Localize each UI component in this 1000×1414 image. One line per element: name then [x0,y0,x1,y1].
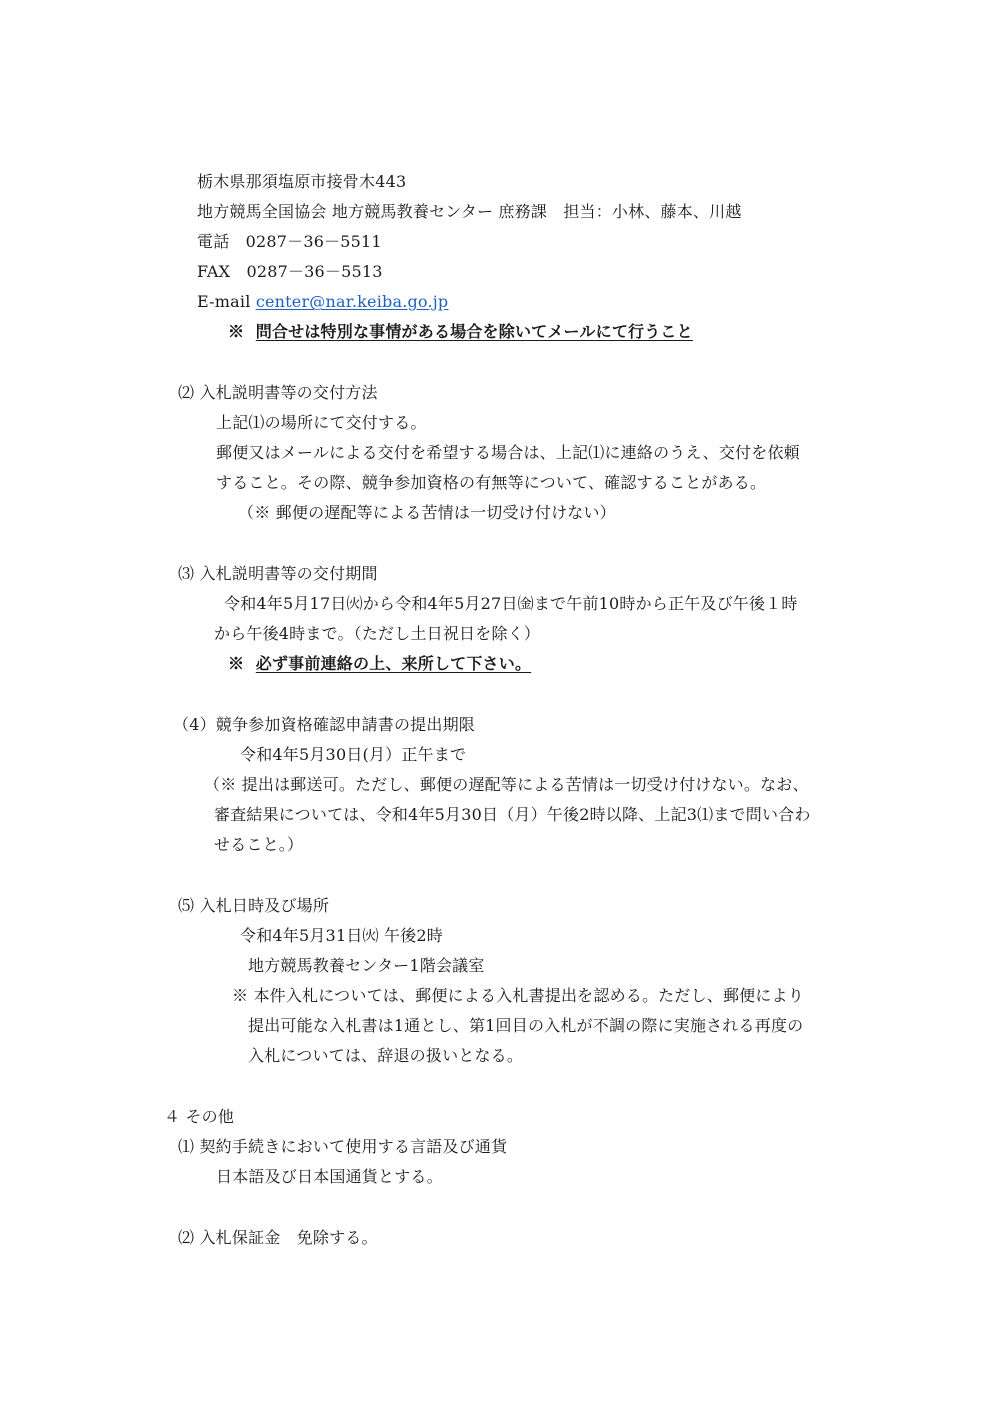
email-link[interactable]: center@nar.keiba.go.jp [255,292,449,311]
section-4-deadline: 令和4年5月30日(月）正午まで [240,745,467,764]
section-2-paragraph-1: 上記⑴の場所にて交付する。 [216,413,427,432]
section-4-heading: （4）競争参加資格確認申請書の提出期限 [173,715,475,734]
section-4-note-line-1: （※ 提出は郵送可。ただし、郵便の遅配等による苦情は一切受け付けない。なお、 [204,775,809,794]
contact-note [228,322,693,342]
section-5-heading: ⑸ 入札日時及び場所 [178,896,330,915]
section-other-item-2: ⑵ 入札保証金 免除する。 [178,1228,378,1247]
section-3-note-text: 必ず事前連絡の上、来所して下さい。 [255,654,532,673]
section-other-heading: ４ その他 [164,1107,235,1126]
section-2-paragraph-2-line-2: すること。その際、競争参加資格の有無等について、確認することがある。 [216,473,767,492]
note-mark: ※ [228,322,245,341]
section-3-heading: ⑶ 入札説明書等の交付期間 [178,564,378,583]
email-label: E-mail [197,292,256,311]
section-5-note-line-3: 入札については、辞退の扱いとなる。 [248,1046,524,1065]
note-mark: ※ [228,654,245,673]
section-other-item-1-heading: ⑴ 契約手続きにおいて使用する言語及び通貨 [178,1137,508,1156]
section-4-note-line-2: 審査結果については、令和4年5月30日（月）午後2時以降、上記3⑴まで問い合わ [214,805,811,824]
contact-address: 栃木県那須塩原市接骨木443 [197,172,407,191]
contact-note-text: 問合せは特別な事情がある場合を除いてメールにて行うこと [255,322,693,341]
section-4-note-line-3: せること。） [214,835,304,854]
section-3-note [228,654,531,674]
section-2-paragraph-2-line-1: 郵便又はメールによる交付を希望する場合は、上記⑴に連絡のうえ、交付を依頼 [216,443,800,462]
contact-fax: FAX 0287－36－5513 [197,262,383,281]
contact-email-row [197,292,448,312]
section-2-heading: ⑵ 入札説明書等の交付方法 [178,383,378,402]
section-5-datetime: 令和4年5月31日㈫ 午後2時 [240,926,443,945]
section-5-note-line-1: ※ 本件入札については、郵便による入札書提出を認める。ただし、郵便により [232,986,804,1005]
section-3-period-line-2: から午後4時まで。（ただし土日祝日を除く） [214,624,541,643]
section-5-place: 地方競馬教養センター1階会議室 [248,956,485,975]
section-3-period-line-1: 令和4年5月17日㈫から令和4年5月27日㈮まで午前10時から正午及び午後１時 [224,594,798,613]
section-2-note: （※ 郵便の遅配等による苦情は一切受け付けない） [238,503,616,522]
contact-phone: 電話 0287－36－5511 [197,232,382,251]
section-other-item-1-body: 日本語及び日本国通貨とする。 [216,1167,443,1186]
contact-organization: 地方競馬全国協会 地方競馬教養センター 庶務課 担当：小林、藤本、川越 [197,202,742,221]
section-5-note-line-2: 提出可能な入札書は1通とし、第1回目の入札が不調の際に実施される再度の [248,1016,804,1035]
